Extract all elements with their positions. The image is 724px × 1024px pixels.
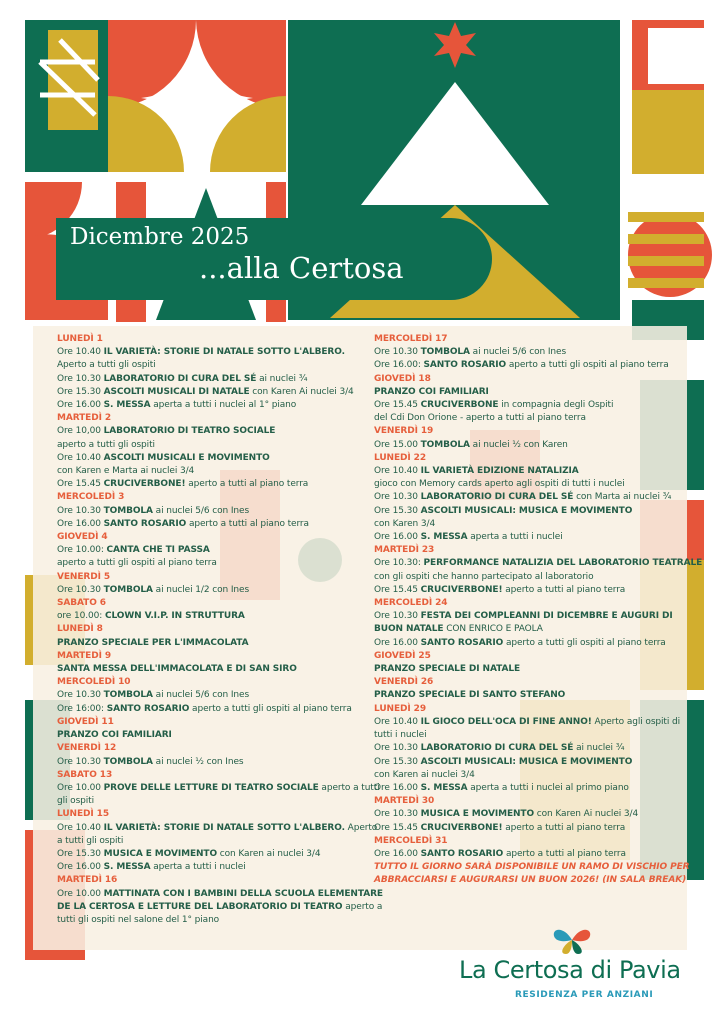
event-title: CRUCIVERBONE! <box>420 584 503 595</box>
schedule-line <box>57 848 357 861</box>
event-text: con Karen ai nuclei 3/4 <box>374 769 475 780</box>
event-text: aperto a tutti gli ospiti al piano terra <box>506 360 669 371</box>
event-title: TOMBOLA <box>103 690 153 701</box>
schedule-line <box>374 386 674 399</box>
event-text: ai nuclei 5/6 con Ines <box>152 690 250 701</box>
event-title: CRUCIVERBONE <box>420 400 499 411</box>
day-heading: VENERDÌ 5 <box>57 571 111 582</box>
schedule-line <box>57 914 357 927</box>
schedule-line <box>374 689 674 702</box>
event-text: aperta a tutti i nuclei <box>150 862 246 873</box>
schedule-line <box>57 729 357 742</box>
event-title: S. MESSA <box>103 400 151 411</box>
event-text: con Karen Ai nuclei 3/4 <box>249 386 354 397</box>
event-text: Ore 16:00: <box>57 703 107 714</box>
schedule-line <box>57 452 357 465</box>
event-title: IL VARIETÀ: STORIE DI NATALE SOTTO L'ALBERO. <box>103 347 345 358</box>
schedule-line <box>57 544 357 557</box>
schedule-line <box>57 808 357 821</box>
event-text: Ore 16.00 <box>374 637 421 648</box>
day-heading: MARTEDÌ 30 <box>374 796 435 807</box>
event-title: LABORATORIO DI CURA DEL SÉ <box>420 492 574 503</box>
day-heading: LUNEDÌ 22 <box>374 452 426 463</box>
butterfly-logo-icon <box>548 922 596 958</box>
event-text: Ore 10.30 <box>57 505 104 516</box>
event-title: PRANZO COI FAMILIARI <box>57 730 172 741</box>
schedule-line <box>374 795 674 808</box>
special-note: ABBRACCIARSI E AUGURARSI UN BUON 2026! (IN SALA BREAK) <box>374 875 687 886</box>
schedule-line <box>57 742 357 755</box>
event-text: con Karen e Marta ai nuclei 3/4 <box>57 466 195 477</box>
schedule-line <box>57 465 357 478</box>
schedule-line <box>374 848 674 861</box>
event-text: in compagnia degli Ospiti <box>498 400 614 411</box>
event-text: Ore 15.45 <box>374 400 421 411</box>
title-place: ...alla Certosa <box>199 251 404 285</box>
schedule-line <box>374 874 687 887</box>
schedule-line <box>57 663 357 676</box>
schedule-line <box>374 399 674 412</box>
event-text: ore 10.00: <box>57 611 105 622</box>
day-heading: LUNEDÌ 15 <box>57 809 109 820</box>
schedule-line <box>374 571 674 584</box>
event-text: gli ospiti <box>57 796 95 807</box>
event-title: PRANZO COI FAMILIARI <box>374 386 489 397</box>
schedule-line <box>57 439 357 452</box>
schedule-line <box>57 769 357 782</box>
schedule-line <box>57 491 357 504</box>
schedule-line <box>57 703 357 716</box>
event-text: Ore 10,00 <box>57 426 104 437</box>
event-title: PROVE DELLE LETTURE DI TEATRO SOCIALE <box>103 782 319 793</box>
event-text: aperto a tutti gli ospiti al piano terra <box>503 637 666 648</box>
schedule-line <box>57 399 357 412</box>
day-heading: SABATO 13 <box>57 769 113 780</box>
event-text: aperto a tutti gli ospiti al piano terra <box>57 558 217 569</box>
event-text: con Karen Ai nuclei 3/4 <box>534 809 639 820</box>
schedule-line <box>57 623 357 636</box>
event-title: SANTO ROSARIO <box>106 703 190 714</box>
event-title: PERFORMANCE NATALIZIA DEL LABORATORIO TEATRALE <box>423 558 703 569</box>
schedule-line <box>374 452 674 465</box>
event-text: con gli ospiti che hanno partecipato al laboratorio <box>374 571 594 582</box>
event-title: TOMBOLA <box>420 347 470 358</box>
day-heading: SABATO 6 <box>57 598 106 609</box>
day-heading: LUNEDÌ 29 <box>374 703 426 714</box>
schedule-line <box>374 835 674 848</box>
schedule-line <box>374 491 674 504</box>
schedule-line <box>374 822 674 835</box>
event-title: ASCOLTI MUSICALI: MUSICA E MOVIMENTO <box>420 756 633 767</box>
schedule-line <box>374 742 674 755</box>
day-heading: MARTEDÌ 2 <box>57 413 112 424</box>
event-text: Ore 10.40 <box>57 347 104 358</box>
event-title: PRANZO SPECIALE PER L'IMMACOLATA <box>57 637 249 648</box>
event-text: aperta a tutti i nuclei al 1° piano <box>150 400 297 411</box>
event-title: SANTO ROSARIO <box>423 360 507 371</box>
event-title: ASCOLTI MUSICALI DI NATALE <box>103 386 250 397</box>
event-text: aperto a tutti al piano terra <box>502 822 626 833</box>
event-text: Ore 10.30: <box>374 558 424 569</box>
day-heading: VENERDÌ 12 <box>57 743 117 754</box>
event-title: ASCOLTI MUSICALI: MUSICA E MOVIMENTO <box>420 505 633 516</box>
event-text: Ore 10.30 <box>374 809 421 820</box>
schedule-line <box>57 861 357 874</box>
schedule-line <box>374 346 674 359</box>
schedule-line <box>374 531 674 544</box>
event-text: Ore 10.40 <box>374 716 421 727</box>
schedule-line <box>374 505 674 518</box>
day-heading: MERCOLEDÌ 3 <box>57 492 125 503</box>
event-text: aperto a <box>342 901 383 912</box>
day-heading: VENERDÌ 26 <box>374 677 434 688</box>
event-title: TOMBOLA <box>103 505 153 516</box>
schedule-line <box>57 874 357 887</box>
day-heading: LUNEDÌ 8 <box>57 624 103 635</box>
schedule-line <box>57 412 357 425</box>
schedule-line <box>57 557 357 570</box>
schedule-right-column <box>374 333 703 888</box>
schedule-line <box>57 610 357 623</box>
event-title: CRUCIVERBONE! <box>420 822 503 833</box>
event-text: ai nuclei ¾ <box>573 743 625 754</box>
schedule-line <box>57 584 357 597</box>
schedule-line <box>57 505 357 518</box>
event-title: DE LA CERTOSA E LETTURE DEL LABORATORIO DI TEATRO <box>57 901 343 912</box>
event-text: aperto a tutti al piano terra <box>502 584 626 595</box>
day-heading: MARTEDÌ 9 <box>57 650 112 661</box>
schedule-line <box>374 808 674 821</box>
event-text: Ore 10.00 <box>57 888 104 899</box>
schedule-line <box>374 544 674 557</box>
event-text: Ore 15.45 <box>374 584 421 595</box>
event-text: Ore 15.30 <box>374 505 421 516</box>
schedule-line <box>374 703 674 716</box>
schedule-line <box>57 822 378 835</box>
event-text: Ore 10.30 <box>374 743 421 754</box>
event-text: Ore 16.00 <box>57 518 104 529</box>
schedule-line <box>57 478 357 491</box>
day-heading: GIOVEDÌ 4 <box>57 532 108 543</box>
schedule-line <box>57 425 357 438</box>
schedule-line <box>57 901 383 914</box>
schedule-line <box>374 729 674 742</box>
schedule-line <box>57 373 357 386</box>
schedule-line <box>374 756 674 769</box>
event-title: SANTO ROSARIO <box>420 848 504 859</box>
event-text: aperta a tutti i nuclei al primo piano <box>467 782 629 793</box>
event-title: SANTO ROSARIO <box>420 637 504 648</box>
brand-tagline: RESIDENZA PER ANZIANI <box>515 990 654 1000</box>
schedule-line <box>57 518 357 531</box>
event-title: IL VARIETÀ EDIZIONE NATALIZIA <box>420 466 579 477</box>
day-heading: MARTEDÌ 23 <box>374 545 435 556</box>
schedule-line <box>57 888 383 901</box>
schedule-line <box>374 650 674 663</box>
schedule-line <box>57 531 357 544</box>
day-heading: MERCOLEDÌ 10 <box>57 677 131 688</box>
event-text: ai nuclei ¾ <box>256 373 308 384</box>
day-heading: GIOVEDÌ 11 <box>57 716 114 727</box>
event-text: Ore 10.00: <box>57 545 107 556</box>
day-heading: GIOVEDÌ 25 <box>374 650 431 661</box>
schedule-line <box>374 584 674 597</box>
event-title: CLOWN V.I.P. IN STRUTTURA <box>104 611 245 622</box>
event-title: PRANZO SPECIALE DI SANTO STEFANO <box>374 690 566 701</box>
brand-name: La Certosa di Pavia <box>459 956 681 984</box>
event-text: Ore 10.30 <box>374 492 421 503</box>
event-text: ai nuclei 1/2 con Ines <box>152 584 250 595</box>
schedule-line <box>57 333 357 346</box>
schedule-line <box>374 861 690 874</box>
event-text: Ore 10.30 <box>374 611 421 622</box>
event-text: Ore 10.40 <box>57 452 104 463</box>
event-title: SANTO ROSARIO <box>103 518 187 529</box>
day-heading: GIOVEDÌ 18 <box>374 373 431 384</box>
event-text: CON ENRICO E PAOLA <box>443 624 543 635</box>
event-title: S. MESSA <box>420 782 468 793</box>
event-text: aperto a tutti <box>318 782 380 793</box>
schedule-line <box>374 769 674 782</box>
event-text: con Marta ai nuclei ¾ <box>573 492 672 503</box>
schedule-line <box>57 571 357 584</box>
schedule-left-column <box>57 333 383 927</box>
event-title: IL GIOCO DELL'OCA DI FINE ANNO! <box>420 716 592 727</box>
event-text: Ore 10.30 <box>57 690 104 701</box>
event-title: TOMBOLA <box>103 756 153 767</box>
event-text: Ore 16.00 <box>57 862 104 873</box>
event-text: aperto a tutti al piano terra <box>503 848 626 859</box>
event-text: Ore 10.30 <box>57 373 104 384</box>
event-text: tutti i nuclei <box>374 730 427 741</box>
event-text: Aperto agli ospiti di <box>591 716 681 727</box>
day-heading: MARTEDÌ 16 <box>57 875 118 886</box>
schedule-line <box>374 425 674 438</box>
event-title: MUSICA E MOVIMENTO <box>103 848 218 859</box>
schedule-line <box>374 557 703 570</box>
event-text: Ore 10.30 <box>374 347 421 358</box>
event-text: Ore 10.00 <box>57 782 104 793</box>
schedule-line <box>374 478 674 491</box>
event-text: con Karen ai nuclei 3/4 <box>217 848 321 859</box>
schedule-line <box>374 716 681 729</box>
event-text: Aperto <box>344 822 378 833</box>
schedule-line <box>374 597 674 610</box>
schedule-line <box>57 359 357 372</box>
schedule-line <box>374 373 674 386</box>
schedule-line <box>57 795 357 808</box>
event-title: TOMBOLA <box>420 439 470 450</box>
schedule-line <box>374 333 674 346</box>
schedule-line <box>374 439 674 452</box>
day-heading: MERCOLEDÌ 31 <box>374 835 448 846</box>
event-text: ai nuclei ½ con Ines <box>152 756 244 767</box>
event-title: S. MESSA <box>420 532 468 543</box>
event-title: CANTA CHE TI PASSA <box>106 545 210 556</box>
schedule-line <box>57 835 357 848</box>
event-text: aperto a tutti gli ospiti <box>57 439 155 450</box>
event-text: Ore 10.40 <box>57 822 104 833</box>
event-text: Ore 10.30 <box>57 584 104 595</box>
event-text: aperto a tutti al piano terra <box>185 479 309 490</box>
event-text: del Cdi Don Orione - aperto a tutti al piano terra <box>374 413 586 424</box>
event-title: ASCOLTI MUSICALI E MOVIMENTO <box>103 452 270 463</box>
event-text: Aperto a tutti gli ospiti <box>57 360 156 371</box>
schedule-line <box>374 465 674 478</box>
event-title: FESTA DEI COMPLEANNI DI DICEMBRE E AUGURI DI <box>420 611 673 622</box>
schedule-line <box>57 637 357 650</box>
event-title: S. MESSA <box>103 862 151 873</box>
event-text: Ore 15.30 <box>57 848 104 859</box>
schedule-line <box>374 663 674 676</box>
schedule-line <box>57 689 357 702</box>
event-text: Ore 10.30 <box>57 756 104 767</box>
schedule-line <box>374 412 674 425</box>
event-text: Ore 15.30 <box>57 386 104 397</box>
schedule-line <box>374 359 674 372</box>
event-title: LABORATORIO DI CURA DEL SÉ <box>103 373 257 384</box>
schedule-line <box>374 676 674 689</box>
schedule-line <box>57 782 380 795</box>
event-title: MATTINATA CON I BAMBINI DELLA SCUOLA ELEMENTARE <box>103 888 383 899</box>
schedule-line <box>57 346 357 359</box>
schedule-line <box>57 386 357 399</box>
title-month: Dicembre 2025 <box>70 224 250 250</box>
event-title: CRUCIVERBONE! <box>103 479 186 490</box>
schedule-line <box>374 518 674 531</box>
event-title: LABORATORIO DI TEATRO SOCIALE <box>103 426 276 437</box>
schedule-line <box>57 650 357 663</box>
event-text: Ore 16.00 <box>374 782 421 793</box>
schedule-line <box>57 676 357 689</box>
schedule-line <box>57 597 357 610</box>
day-heading: LUNEDÌ 1 <box>57 334 103 344</box>
event-text: Ore 15.30 <box>374 756 421 767</box>
day-heading: MERCOLEDÌ 17 <box>374 334 448 344</box>
event-text: Ore 15.45 <box>374 822 421 833</box>
event-text: ai nuclei ½ con Karen <box>469 439 568 450</box>
event-text: Ore 16.00 <box>374 532 421 543</box>
event-title: PRANZO SPECIALE DI NATALE <box>374 664 521 675</box>
schedule-line <box>57 756 357 769</box>
schedule-line <box>374 610 674 623</box>
event-text: a tutti gli ospiti <box>57 835 124 846</box>
day-heading: MERCOLEDÌ 24 <box>374 598 448 609</box>
schedule-line <box>57 716 357 729</box>
event-title: LABORATORIO DI CURA DEL SÉ <box>420 743 574 754</box>
event-text: aperta a tutti i nuclei <box>467 532 563 543</box>
event-text: gioco con Memory cards aperto agli ospiti di tutti i nuclei <box>374 479 625 490</box>
event-text: Ore 16.00: <box>374 360 424 371</box>
event-title: SANTA MESSA DELL'IMMACOLATA E DI SAN SIRO <box>57 664 297 675</box>
event-title: IL VARIETÀ: STORIE DI NATALE SOTTO L'ALBERO. <box>103 822 345 833</box>
event-text: Ore 15.45 <box>57 479 104 490</box>
schedule-line <box>374 623 674 636</box>
event-title: TOMBOLA <box>103 584 153 595</box>
event-text: aperto a tutti al piano terra <box>186 518 309 529</box>
event-text: ai nuclei 5/6 con Ines <box>469 347 567 358</box>
special-note: TUTTO IL GIORNO SARÀ DISPONIBILE UN RAMO DI VISCHIO PER <box>374 862 690 873</box>
event-text: Ore 16.00 <box>57 400 104 411</box>
event-text: tutti gli ospiti nel salone del 1° piano <box>57 914 220 925</box>
event-title: MUSICA E MOVIMENTO <box>420 809 535 820</box>
event-text: aperto a tutti gli ospiti al piano terra <box>189 703 352 714</box>
event-text: Ore 15.00 <box>374 439 421 450</box>
day-heading: VENERDÌ 19 <box>374 426 434 437</box>
schedule-line <box>374 637 674 650</box>
event-text: con Karen 3/4 <box>374 518 436 529</box>
event-text: Ore 10.40 <box>374 466 421 477</box>
event-text: Ore 16.00 <box>374 848 421 859</box>
event-text: ai nuclei 5/6 con Ines <box>152 505 250 516</box>
event-title: BUON NATALE <box>374 624 444 635</box>
schedule-line <box>374 782 674 795</box>
